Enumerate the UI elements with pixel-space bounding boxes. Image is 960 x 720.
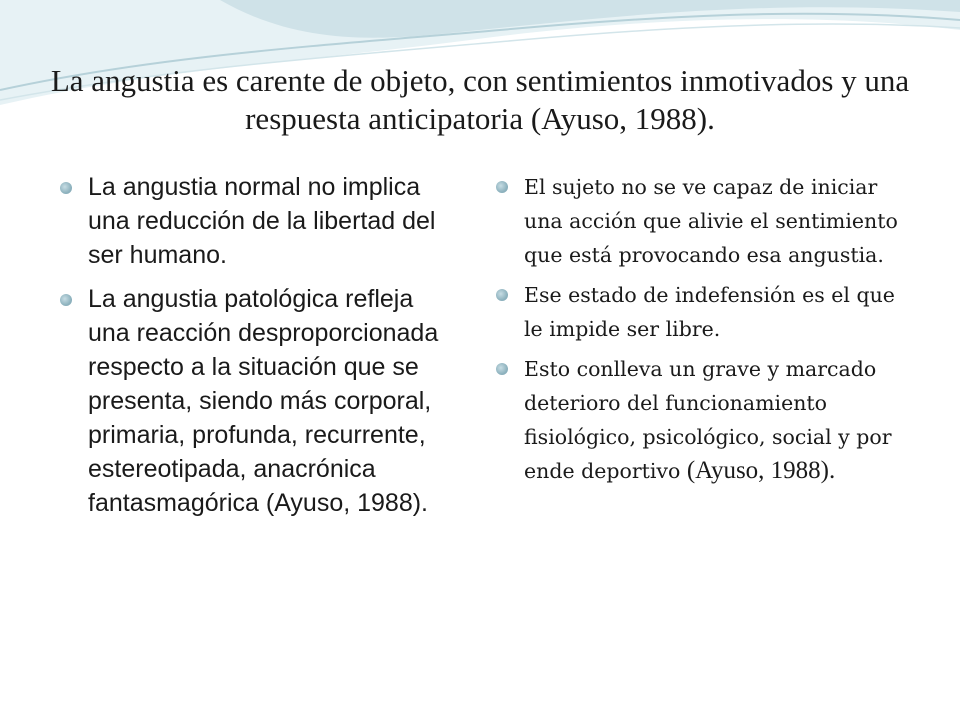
right-bullet-text: Esto conlleva un grave y marcado deterioro del funcionamiento fisiológico, psicológico, social y por ende deportivo	[524, 357, 892, 483]
left-bullet-list	[60, 170, 460, 530]
left-bullet-text: La angustia patológica refleja una reacción desproporcionada respecto a la situación que se presenta, siendo más corporal, primaria, profunda, recurrente, estereotipada, anacrónica fantasmagórica (Ayuso, 1988).	[88, 285, 439, 517]
slide-title: La angustia es carente de objeto, con sentimientos inmotivados y una respuesta anticipatoria (Ayuso, 1988).	[50, 63, 910, 136]
right-bullet-item	[496, 352, 901, 488]
bullet-icon	[496, 289, 508, 301]
right-bullet-text: Ese estado de indefensión es el que le impide ser libre.	[524, 283, 895, 341]
bullet-icon	[60, 294, 72, 306]
right-bullet-list	[496, 170, 901, 494]
left-bullet-item	[60, 170, 460, 272]
bullet-icon	[496, 181, 508, 193]
bullet-icon	[60, 182, 72, 194]
citation: (Ayuso, 1988).	[686, 457, 836, 484]
right-bullet-item	[496, 170, 901, 272]
left-bullet-item	[60, 282, 460, 520]
bullet-icon	[496, 363, 508, 375]
left-bullet-text: La angustia normal no implica una reducción de la libertad del ser humano.	[88, 173, 436, 269]
right-bullet-item	[496, 278, 901, 346]
right-bullet-text: El sujeto no se ve capaz de iniciar una acción que alivie el sentimiento que está provocando esa angustia.	[524, 175, 898, 267]
